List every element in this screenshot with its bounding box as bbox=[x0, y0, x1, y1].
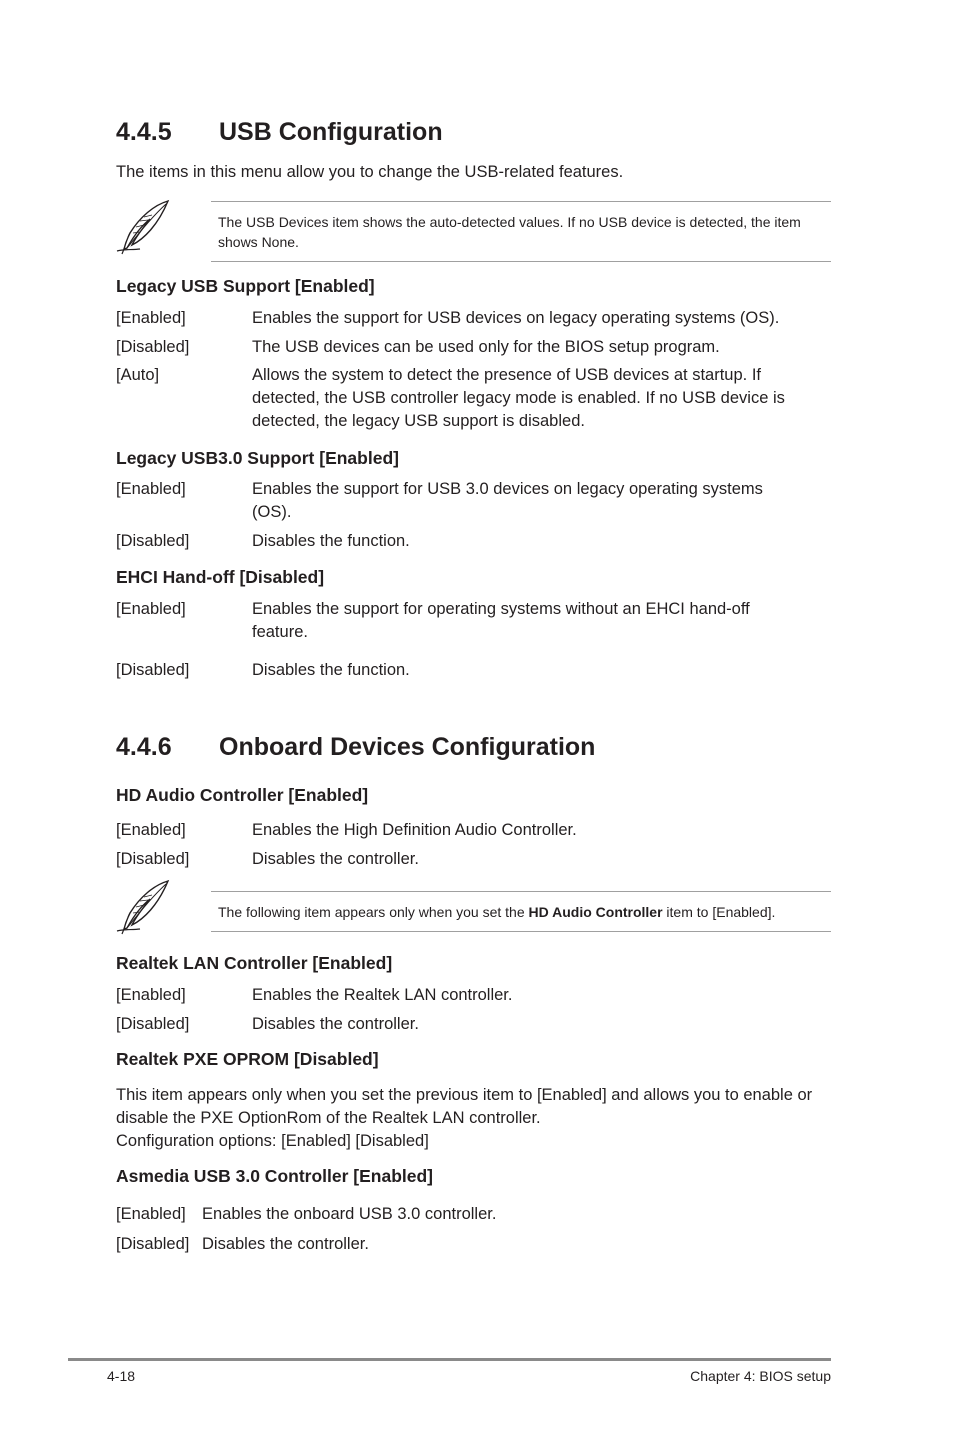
section-number: 4.4.5 bbox=[116, 118, 172, 146]
option-description: Disables the controller. bbox=[202, 1235, 369, 1253]
note-rule-top bbox=[211, 201, 831, 202]
option-description: Disables the function. bbox=[252, 532, 410, 550]
option-label: [Enabled] bbox=[116, 600, 186, 618]
option-label: [Disabled] bbox=[116, 1015, 190, 1033]
option-label: [Enabled] bbox=[116, 1205, 186, 1223]
option-description: Allows the system to detect the presence of USB devices at startup. If detected, the USB controller legacy mode is enabled. If no USB device is detected, the legacy USB support is disabled. bbox=[252, 366, 785, 430]
quill-pen-icon bbox=[114, 879, 172, 937]
section-intro: The items in this menu allow you to change the USB-related features. bbox=[116, 163, 624, 181]
option-description: Disables the controller. bbox=[252, 1015, 419, 1033]
note-rule-bottom bbox=[211, 261, 831, 262]
option-description: Disables the function. bbox=[252, 661, 410, 679]
section-heading-onboard-devices bbox=[116, 733, 595, 762]
item-heading-realtek-lan: Realtek LAN Controller [Enabled] bbox=[116, 953, 393, 973]
option-label: [Enabled] bbox=[116, 821, 186, 839]
option-label: [Disabled] bbox=[116, 1235, 190, 1253]
section-number: 4.4.6 bbox=[116, 733, 172, 761]
page-number: 4-18 bbox=[107, 1368, 136, 1384]
option-label: [Disabled] bbox=[116, 661, 190, 679]
option-row bbox=[116, 1233, 369, 1256]
item-heading-legacy-usb3: Legacy USB3.0 Support [Enabled] bbox=[116, 448, 399, 468]
item-body: This item appears only when you set the previous item to [Enabled] and allows you to enable or disable the PXE OptionRom of the Realtek LAN controller. bbox=[116, 1086, 813, 1127]
quill-pen-icon bbox=[114, 199, 172, 257]
option-description: The USB devices can be used only for the BIOS setup program. bbox=[252, 338, 720, 356]
option-description: Disables the controller. bbox=[252, 850, 419, 868]
option-label: [Disabled] bbox=[116, 532, 190, 550]
section-title: Onboard Devices Configuration bbox=[219, 733, 596, 761]
option-description: Enables the support for USB devices on legacy operating systems (OS). bbox=[252, 309, 780, 327]
item-heading-realtek-pxe: Realtek PXE OPROM [Disabled] bbox=[116, 1049, 379, 1069]
note-text-post: item to [Enabled]. bbox=[662, 904, 776, 920]
option-description: Enables the onboard USB 3.0 controller. bbox=[202, 1205, 497, 1223]
section-heading-usb-configuration bbox=[116, 118, 443, 147]
option-description: Enables the support for operating systems without an EHCI hand-off feature. bbox=[252, 600, 750, 641]
option-description: Enables the Realtek LAN controller. bbox=[252, 986, 513, 1004]
item-heading-ehci: EHCI Hand-off [Disabled] bbox=[116, 567, 325, 587]
item-config-options: Configuration options: [Enabled] [Disabled] bbox=[116, 1132, 429, 1150]
option-label: [Disabled] bbox=[116, 338, 190, 356]
option-label: [Enabled] bbox=[116, 986, 186, 1004]
option-label: [Disabled] bbox=[116, 850, 190, 868]
note-rule-top bbox=[211, 891, 831, 892]
option-description: Enables the High Definition Audio Controller. bbox=[252, 821, 577, 839]
option-label: [Enabled] bbox=[116, 309, 186, 327]
note-hd-audio bbox=[218, 902, 824, 922]
item-heading-hd-audio: HD Audio Controller [Enabled] bbox=[116, 785, 369, 805]
option-label: [Auto] bbox=[116, 366, 160, 384]
option-row bbox=[116, 1203, 496, 1226]
note-rule-bottom bbox=[211, 931, 831, 932]
item-heading-legacy-usb: Legacy USB Support [Enabled] bbox=[116, 276, 375, 296]
option-description: Enables the support for USB 3.0 devices on legacy operating systems (OS). bbox=[252, 480, 763, 521]
section-title: USB Configuration bbox=[219, 118, 443, 146]
item-heading-asmedia: Asmedia USB 3.0 Controller [Enabled] bbox=[116, 1166, 434, 1186]
chapter-label: Chapter 4: BIOS setup bbox=[690, 1368, 831, 1384]
option-label: [Enabled] bbox=[116, 480, 186, 498]
note-usb-devices: The USB Devices item shows the auto-detected values. If no USB device is detected, the item shows None. bbox=[218, 214, 801, 250]
note-text-pre: The following item appears only when you set the bbox=[218, 904, 529, 920]
footer-rule bbox=[68, 1358, 831, 1361]
note-text-bold: HD Audio Controller bbox=[528, 904, 663, 920]
